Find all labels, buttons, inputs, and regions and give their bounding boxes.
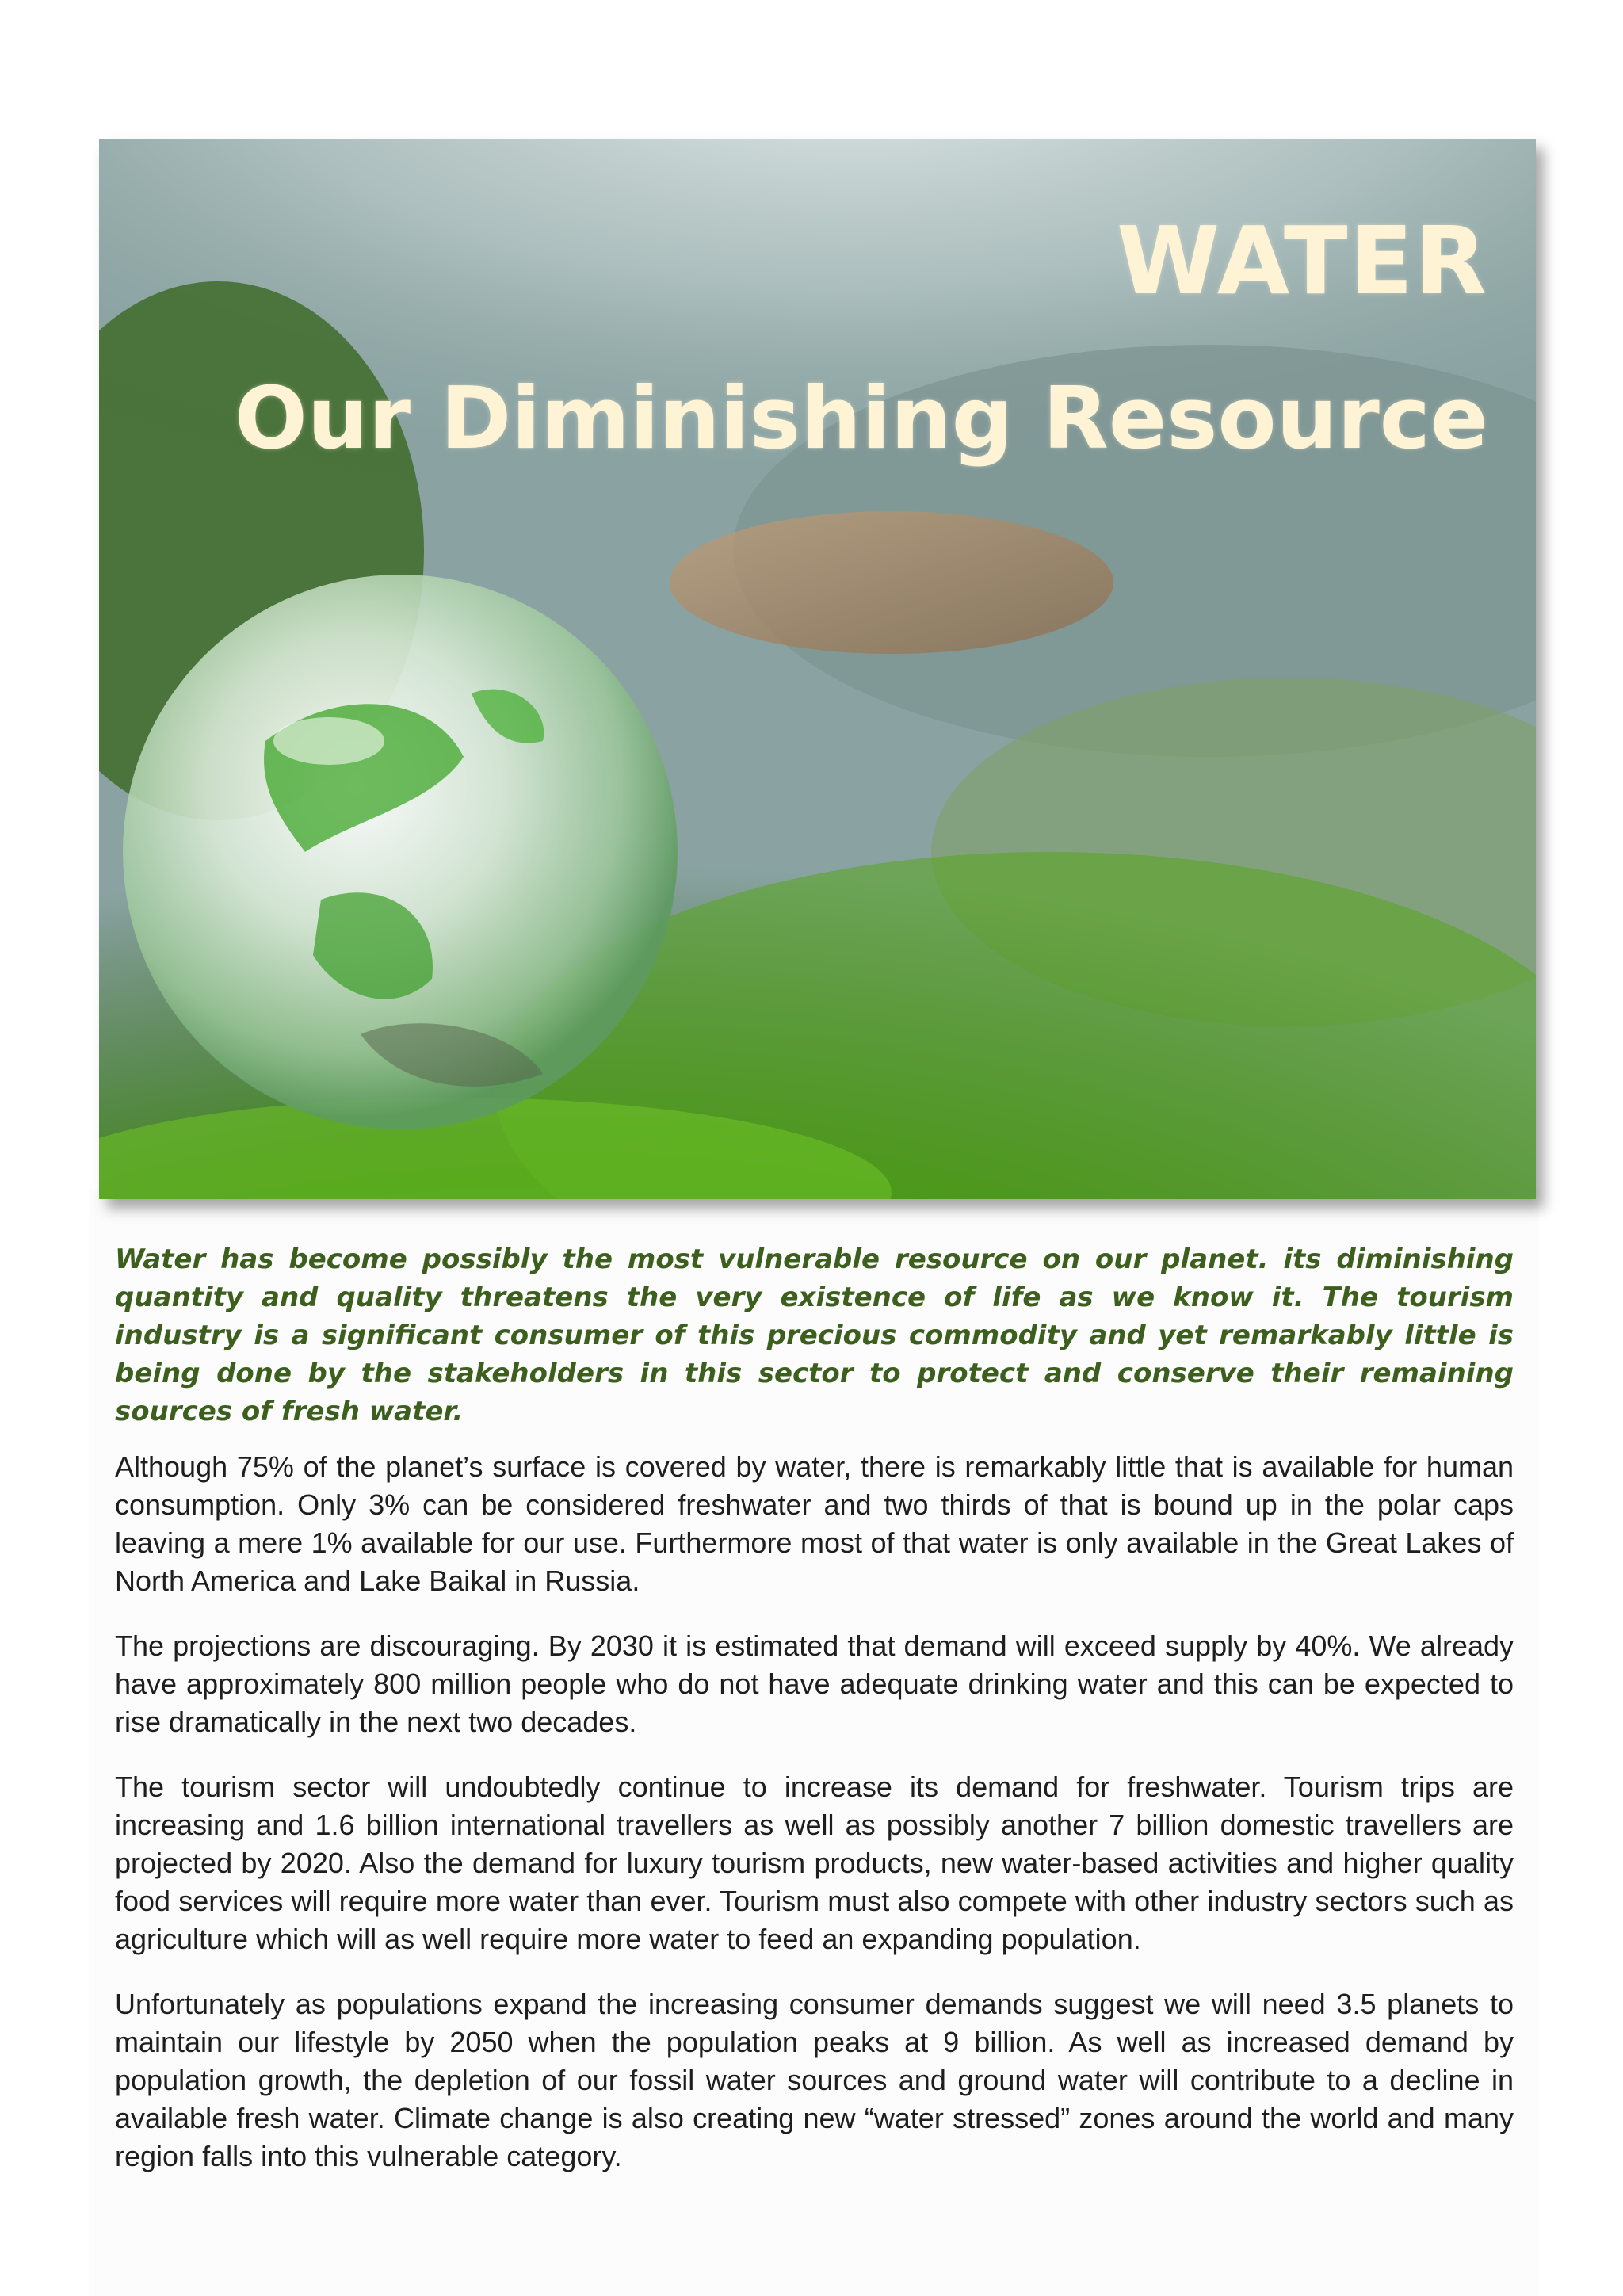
- page-title: WATER: [1117, 206, 1488, 315]
- body-paragraph: The tourism sector will undoubtedly continue to increase its demand for freshwater. Tourism trips are increasing and 1.6 billion international travellers as well as possibly another 7 billion domestic travellers are projected by 2020. Also the demand for luxury tourism products, new water-based activities and higher quality food services will require more water than ever. Tourism must also compete with other industry sectors such as agriculture which will as well require more water to feed an expanding population.: [115, 1771, 1514, 1955]
- body-paragraph: Unfortunately as populations expand the increasing consumer demands suggest we will need 3.5 planets to maintain our lifestyle by 2050 when the population peaks at 9 billion. As well as increased demand by population growth, the depletion of our fossil water sources and ground water will contribute to a decline in available fresh water. Climate change is also creating new “water stressed” zones around the world and many region falls into this vulnerable category.: [115, 1988, 1514, 2172]
- hero-image: [99, 139, 1536, 1199]
- article-body: [115, 1240, 1514, 2202]
- body-paragraph: Although 75% of the planet’s surface is covered by water, there is remarkably little that is available for human consumption. Only 3% can be considered freshwater and two thirds of that is bound up in the polar caps leaving a mere 1% available for our use. Furthermore most of that water is only available in the Great Lakes of North America and Lake Baikal in Russia.: [115, 1450, 1514, 1597]
- lead-paragraph: Water has become possibly the most vulnerable resource on our planet. its diminishing quantity and quality threatens the very existence of life as we know it. The tourism industry is a significant consumer of this precious commodity and yet remarkably little is being done by the stakeholders in this sector to protect and conserve their remaining sources of fresh water.: [115, 1244, 1514, 1427]
- page-subtitle: Our Diminishing Resource: [235, 369, 1488, 468]
- body-paragraph: The projections are discouraging. By 2030 it is estimated that demand will exceed supply by 40%. We already have approximately 800 million people who do not have adequate drinking water and this can be expected to rise dramatically in the next two decades.: [115, 1629, 1514, 1738]
